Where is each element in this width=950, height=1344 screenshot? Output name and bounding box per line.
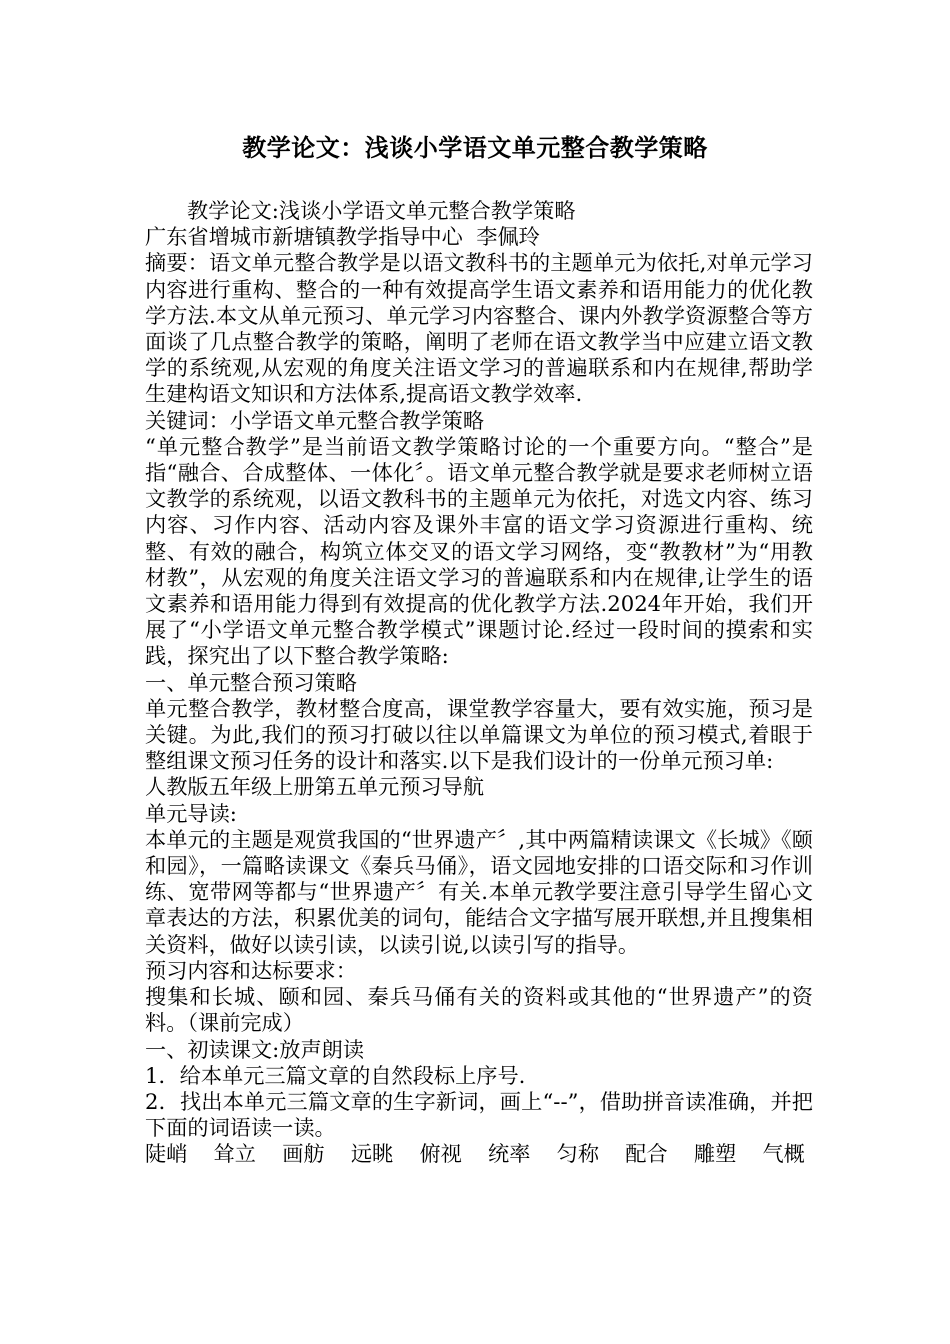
section-paragraph: 单元整合教学，教材整合度高，课堂教学容量大，要有效实施，预习是关键。为此,我们的预习打破以往以单篇课文为单位的预习模式,着眼于整组课文预习任务的设计和落实.以下是我们设计的一份单元预习单: (145, 695, 813, 774)
vocab-word: 耸立 (213, 1141, 256, 1167)
task-item-1: 1．给本单元三篇文章的自然段标上序号. (145, 1062, 526, 1088)
unit-guide-paragraph: 本单元的主题是观赏我国的“世界遗产〞,其中两篇精读课文《长城》《颐和园》，一篇略读课文《秦兵马俑》，语文园地安排的口语交际和习作训练、宽带网等都与“世界遗产〞有关.本单元教学要注意引导学生留心文章表达的方法，积累优美的词句，能结合文字描写展开联想,并且搜集相关资料，做好以读引读，以读引说,以读引写的指导。 (145, 826, 813, 957)
document-body (145, 198, 813, 1168)
vocab-word: 陡峭 (145, 1141, 188, 1167)
preview-guide-title: 人教版五年级上册第五单元预习导航 (145, 774, 485, 800)
task-item-2: 2．找出本单元三篇文章的生字新词，画上“--”，借助拼音读准确，并把下面的词语读一读。 (145, 1088, 813, 1141)
intro-paragraph: “单元整合教学”是当前语文教学策略讨论的一个重要方向。“整合”是指“融合、合成整体、一体化〞。语文单元整合教学就是要求老师树立语文教学的系统观，以语文教科书的主题单元为依托，对选文内容、练习内容、习作内容、活动内容及课外丰富的语文学习资源进行重构、统整、有效的融合，构筑立体交叉的语文学习网络，变“教教材”为“用教材教”，从宏观的角度关注语文学习的普遍联系和内在规律,让学生的语文素养和语用能力得到有效提高的优化教学方法.2024年开始，我们开展了“小学语文单元整合教学模式”课题讨论.经过一段时间的摸索和实践，探究出了以下整合教学策略: (145, 433, 813, 669)
document-title: 教学论文：浅谈小学语文单元整合教学策略 (242, 134, 708, 162)
abstract-paragraph: 摘要：语文单元整合教学是以语文教科书的主题单元为依托,对单元学习内容进行重构、整合的一种有效提高学生语文素养和语用能力的优化教学方法.本文从单元预习、单元学习内容整合、课内外教学资源整合等方面谈了几点整合教学的策略，阐明了老师在语文教学当中应建立语文教学的系统观,从宏观的角度关注语文学习的普遍联系和内在规律,帮助学生建构语文知识和方法体系,提高语文教学效率. (145, 250, 813, 407)
vocab-word: 配合 (625, 1141, 668, 1167)
vocab-word: 气概 (762, 1141, 805, 1167)
vocab-word: 画舫 (282, 1141, 325, 1167)
vocab-word: 统率 (488, 1141, 531, 1167)
vocab-word: 俯视 (419, 1141, 462, 1167)
vocab-word: 远眺 (350, 1141, 394, 1167)
vocab-list (145, 1141, 805, 1167)
unit-guide-label: 单元导读: (145, 800, 237, 826)
author-line: 广东省增城市新塘镇教学指导中心 李佩玲 (145, 224, 540, 250)
section-heading: 一、单元整合预习策略 (145, 669, 357, 695)
keywords-line: 关键词：小学语文单元整合教学策略 (145, 407, 485, 433)
subtitle-line: 教学论文:浅谈小学语文单元整合教学策略 (187, 198, 576, 223)
preview-requirements-label: 预习内容和达标要求： (145, 957, 357, 983)
vocab-word: 雕塑 (693, 1141, 737, 1167)
first-reading-heading: 一、初读课文:放声朗读 (145, 1036, 365, 1062)
requirements-paragraph: 搜集和长城、颐和园、秦兵马俑有关的资料或其他的“世界遗产”的资料。（课前完成） (145, 984, 813, 1036)
vocab-word: 匀称 (556, 1141, 600, 1167)
